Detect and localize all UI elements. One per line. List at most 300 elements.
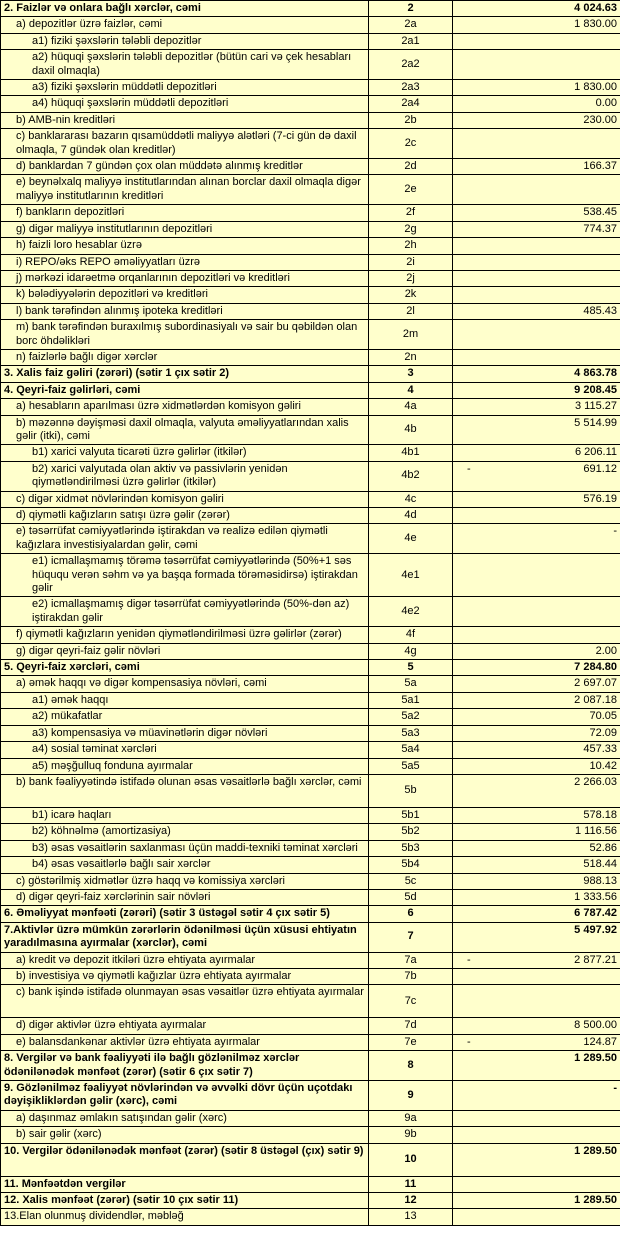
table-row [1, 968, 620, 984]
row-amount: 2.00 [595, 644, 617, 657]
value-line [455, 384, 617, 397]
row-amount: 1 116.56 [574, 825, 617, 838]
row-amount: 4 863.78 [574, 367, 617, 380]
row-code: 2a1 [369, 33, 453, 49]
row-label: 5. Qeyri-faiz xərcləri, cəmi [1, 660, 369, 676]
table-row [1, 985, 620, 1018]
row-value [453, 96, 620, 112]
row-amount: 5 497.92 [574, 923, 617, 936]
row-label: a4) hüquqi şəxslərin müddətli depozitləri [1, 96, 369, 112]
table-row [1, 840, 620, 856]
row-label: d) banklardan 7 gündən çox olan müddətə alınmış kreditlər [1, 159, 369, 175]
table-row [1, 597, 620, 627]
value-line [455, 710, 617, 723]
row-code: 6 [369, 906, 453, 922]
row-label: b) sair gəlir (xərc) [1, 1127, 369, 1143]
table-row [1, 349, 620, 365]
row-amount: 988.13 [583, 874, 617, 887]
row-label: d) digər aktivlər üzrə ehtiyata ayırmalar [1, 1018, 369, 1034]
row-code: 9a [369, 1110, 453, 1126]
row-amount: 774.37 [583, 222, 617, 235]
value-line [455, 645, 617, 658]
value-line [455, 1019, 617, 1032]
row-code: 2f [369, 205, 453, 221]
value-line [455, 305, 617, 318]
row-label: 7.Aktivlər üzrə mümkün zərərlərin ödənilməsi üçün xüsusi ehtiyatın yaradılmasına ayırmalar (xərclər), cəmi [1, 922, 369, 952]
row-code: 4e1 [369, 554, 453, 597]
value-line [455, 81, 617, 94]
value-line [455, 891, 617, 904]
row-amount: 5 514.99 [574, 416, 617, 429]
value-line [455, 825, 617, 838]
table-row [1, 159, 620, 175]
table-row [1, 1034, 620, 1050]
row-amount: 8 500.00 [574, 1019, 617, 1032]
table-row [1, 627, 620, 643]
row-amount: 485.43 [583, 304, 617, 317]
table-row [1, 461, 620, 491]
row-code: 4d [369, 508, 453, 524]
table-row [1, 508, 620, 524]
row-label: a3) kompensasiya və müavinətlərin digər növləri [1, 725, 369, 741]
row-amount: 691.12 [583, 462, 617, 475]
row-code: 3 [369, 366, 453, 382]
value-line [455, 206, 617, 219]
row-code: 7e [369, 1034, 453, 1050]
row-value [453, 1209, 620, 1225]
row-amount: 1 333.56 [574, 890, 617, 903]
row-code: 5b4 [369, 857, 453, 873]
row-label: b4) əsas vəsaitlərlə bağlı sair xərclər [1, 857, 369, 873]
row-label: 8. Vergilər və bank fəaliyyəti ilə bağlı gözlənilməz xərclər ödənilənədək mənfəət (zərər) (sətir 6 çıx sətir 7) [1, 1051, 369, 1081]
row-label: c) bank işində istifadə olunmayan əsas vəsaitlər üzrə ehtiyata ayırmalar [1, 985, 369, 1018]
row-value [453, 1081, 620, 1111]
row-amount: 9 208.45 [574, 383, 617, 396]
value-line [455, 1145, 617, 1158]
row-label: 6. Əməliyyat mənfəəti (zərəri) (sətir 3 üstəgəl sətir 4 çıx sətir 5) [1, 906, 369, 922]
row-code: 7c [369, 985, 453, 1018]
value-line [455, 493, 617, 506]
row-label: a5) məşğulluq fonduna ayırmalar [1, 758, 369, 774]
table-row [1, 238, 620, 254]
value-line [455, 463, 617, 476]
row-label: h) faizli loro hesablar üzrə [1, 238, 369, 254]
row-amount: 2 877.21 [574, 953, 617, 966]
table-row [1, 17, 620, 33]
row-label: n) faizlərlə bağlı digər xərclər [1, 349, 369, 365]
row-value [453, 1193, 620, 1209]
table-row [1, 1176, 620, 1192]
table-row [1, 676, 620, 692]
table-row [1, 660, 620, 676]
row-code: 7a [369, 952, 453, 968]
row-label: d) qiymətli kağızların satışı üzrə gəlir (zərər) [1, 508, 369, 524]
row-value [453, 17, 620, 33]
row-code: 2g [369, 221, 453, 237]
table-row [1, 1051, 620, 1081]
table-row [1, 758, 620, 774]
table-row [1, 175, 620, 205]
row-code: 5a3 [369, 725, 453, 741]
row-label: a3) fiziki şəxslərin müddətli depozitləri [1, 80, 369, 96]
value-line [455, 907, 617, 920]
row-value [453, 807, 620, 823]
negative-sign: - [467, 953, 471, 966]
row-value [453, 366, 620, 382]
table-row [1, 824, 620, 840]
row-label: k) bələdiyyələrin depozitləri və kreditləri [1, 287, 369, 303]
row-value [453, 824, 620, 840]
row-value [453, 627, 620, 643]
table-row [1, 709, 620, 725]
value-line [455, 160, 617, 173]
row-amount: 518.44 [583, 858, 617, 871]
row-code: 10 [369, 1143, 453, 1176]
row-code: 5a1 [369, 692, 453, 708]
row-value [453, 1, 620, 17]
table-row [1, 221, 620, 237]
row-code: 5b [369, 774, 453, 807]
row-amount: 6 206.11 [574, 446, 617, 459]
value-line [455, 858, 617, 871]
row-code: 11 [369, 1176, 453, 1192]
table-row [1, 445, 620, 461]
value-line [455, 2, 617, 15]
row-value [453, 1143, 620, 1176]
row-value [453, 758, 620, 774]
row-code: 2a4 [369, 96, 453, 112]
row-code: 13 [369, 1209, 453, 1225]
table-row [1, 129, 620, 159]
row-value [453, 906, 620, 922]
row-label: a) hesabların aparılması üzrə xidmətlərdən komisyon gəliri [1, 399, 369, 415]
row-code: 7b [369, 968, 453, 984]
row-label: b) investisiya və qiymətli kağızlar üzrə ehtiyata ayırmalar [1, 968, 369, 984]
row-code: 9 [369, 1081, 453, 1111]
row-label: 4. Qeyri-faiz gəlirləri, cəmi [1, 382, 369, 398]
table-row [1, 643, 620, 659]
value-line [455, 743, 617, 756]
table-row [1, 1127, 620, 1143]
row-label: c) digər xidmət növlərindən komisyon gəliri [1, 491, 369, 507]
table-row [1, 382, 620, 398]
row-value [453, 922, 620, 952]
row-code: 4 [369, 382, 453, 398]
value-line [455, 417, 617, 430]
value-line [455, 954, 617, 967]
row-code: 4a [369, 399, 453, 415]
value-line [455, 97, 617, 110]
row-label: a) depozitlər üzrə faizlər, cəmi [1, 17, 369, 33]
value-line [455, 114, 617, 127]
row-label: d) digər qeyri-faiz xərclərinin sair növləri [1, 889, 369, 905]
row-code: 2a [369, 17, 453, 33]
row-label: g) digər qeyri-faiz gəlir növləri [1, 643, 369, 659]
row-amount: 538.45 [583, 206, 617, 219]
row-value [453, 952, 620, 968]
row-value [453, 221, 620, 237]
row-label: a) daşınmaz əmlakın satışından gəlir (xərc) [1, 1110, 369, 1126]
table-row [1, 952, 620, 968]
row-label: 3. Xalis faiz gəliri (zərəri) (sətir 1 çıx sətir 2) [1, 366, 369, 382]
value-line [455, 661, 617, 674]
table-row [1, 1193, 620, 1209]
value-line [455, 842, 617, 855]
table-row [1, 1110, 620, 1126]
row-code: 4g [369, 643, 453, 659]
row-code: 2d [369, 159, 453, 175]
row-code: 2l [369, 303, 453, 319]
row-amount: 1 830.00 [574, 81, 617, 94]
row-value [453, 660, 620, 676]
value-line [455, 1036, 617, 1049]
row-code: 2n [369, 349, 453, 365]
row-value [453, 1018, 620, 1034]
value-line [455, 1082, 617, 1095]
table-row [1, 1081, 620, 1111]
row-amount: 166.37 [583, 160, 617, 173]
row-label: b2) köhnəlmə (amortizasiya) [1, 824, 369, 840]
row-code: 5d [369, 889, 453, 905]
row-label: 9. Gözlənilməz fəaliyyət növlərindən və əvvəlki dövr üçün uçotdakı dəyişikliklərdən gəlir (xərc), cəmi [1, 1081, 369, 1111]
row-label: 13.Elan olunmuş dividendlər, məbləğ [1, 1209, 369, 1225]
row-label: f) qiymətli kağızların yenidən qiymətləndirilməsi üzrə gəlirlər (zərər) [1, 627, 369, 643]
value-line [455, 446, 617, 459]
row-value [453, 303, 620, 319]
row-code: 2h [369, 238, 453, 254]
row-code: 4c [369, 491, 453, 507]
row-value [453, 774, 620, 807]
row-amount: 70.05 [589, 710, 617, 723]
row-amount: 1 289.50 [574, 1194, 617, 1207]
row-code: 2k [369, 287, 453, 303]
row-label: b3) əsas vəsaitlərin saxlanması üçün maddi-texniki təminat xərcləri [1, 840, 369, 856]
table-row [1, 725, 620, 741]
table-row [1, 270, 620, 286]
row-label: b) məzənnə dəyişməsi daxil olmaqla, valyuta əməliyyatlarından xalis gəlir (itki), cəmi [1, 415, 369, 445]
row-code: 8 [369, 1051, 453, 1081]
row-label: f) bankların depozitləri [1, 205, 369, 221]
row-value [453, 1110, 620, 1126]
row-value [453, 287, 620, 303]
row-amount: 2 697.07 [574, 677, 617, 690]
row-amount: 2 087.18 [574, 693, 617, 706]
row-label: e) balansdankənar aktivlər üzrə ehtiyata ayırmalar [1, 1034, 369, 1050]
value-line [455, 1052, 617, 1065]
row-label: a2) hüquqi şəxslərin tələbli depozitlər (bütün cari və çek hesabları daxil olmaqla) [1, 50, 369, 80]
value-line [455, 760, 617, 773]
table-row [1, 906, 620, 922]
row-value [453, 320, 620, 350]
table-row [1, 774, 620, 807]
table-row [1, 415, 620, 445]
row-code: 2b [369, 112, 453, 128]
row-value [453, 50, 620, 80]
row-amount: 4 024.63 [574, 2, 617, 14]
row-amount: - [613, 525, 617, 538]
row-code: 2c [369, 129, 453, 159]
row-code: 5b3 [369, 840, 453, 856]
row-value [453, 1051, 620, 1081]
row-code: 2e [369, 175, 453, 205]
row-label: b1) icarə haqları [1, 807, 369, 823]
table-row [1, 554, 620, 597]
row-code: 4b2 [369, 461, 453, 491]
row-label: c) banklararası bazarın qısamüddətli maliyyə alətləri (7-ci gün də daxil olmaqla, 7 gündək olan kreditlər) [1, 129, 369, 159]
row-value [453, 33, 620, 49]
row-value [453, 112, 620, 128]
row-code: 5a4 [369, 742, 453, 758]
row-value [453, 1034, 620, 1050]
row-code: 5a5 [369, 758, 453, 774]
row-value [453, 873, 620, 889]
row-value [453, 709, 620, 725]
row-code: 2a3 [369, 80, 453, 96]
value-line [455, 525, 617, 538]
value-line [455, 1194, 617, 1207]
row-code: 5b2 [369, 824, 453, 840]
row-value [453, 129, 620, 159]
row-label: 2. Faizlər və onlara bağlı xərclər, cəmi [1, 1, 369, 17]
row-label: e) təsərrüfat cəmiyyətlərində iştirakdan və realizə edilən qiymətli kağızlara investisiyalardan gəlir, cəmi [1, 524, 369, 554]
table-row [1, 303, 620, 319]
row-amount: 10.42 [589, 759, 617, 772]
row-value [453, 597, 620, 627]
row-code: 4b1 [369, 445, 453, 461]
value-line [455, 875, 617, 888]
row-label: j) mərkəzi idarəetmə orqanlarının depozitləri və kreditləri [1, 270, 369, 286]
row-label: 12. Xalis mənfəət (zərər) (sətir 10 çıx sətir 11) [1, 1193, 369, 1209]
row-value [453, 643, 620, 659]
table-row [1, 80, 620, 96]
table-row [1, 33, 620, 49]
table-row [1, 366, 620, 382]
row-amount: - [613, 1082, 617, 1094]
table-row [1, 205, 620, 221]
row-amount: 1 830.00 [574, 18, 617, 31]
row-amount: 72.09 [589, 726, 617, 739]
table-row [1, 889, 620, 905]
row-value [453, 445, 620, 461]
row-amount: 52.86 [589, 841, 617, 854]
row-value [453, 491, 620, 507]
row-value [453, 840, 620, 856]
row-value [453, 968, 620, 984]
value-line [455, 223, 617, 236]
row-value [453, 524, 620, 554]
row-value [453, 725, 620, 741]
table-row [1, 807, 620, 823]
table-row [1, 922, 620, 952]
row-code: 7 [369, 922, 453, 952]
row-value [453, 349, 620, 365]
row-code: 2a2 [369, 50, 453, 80]
row-value [453, 461, 620, 491]
row-code: 12 [369, 1193, 453, 1209]
row-label: l) bank tərəfindən alınmış ipoteka kreditləri [1, 303, 369, 319]
row-value [453, 399, 620, 415]
row-label: e) beynəlxalq maliyyə institutlarından alınan borclar daxil olmaqla digər maliyyə institutlarının kreditləri [1, 175, 369, 205]
table-row [1, 1209, 620, 1225]
row-value [453, 508, 620, 524]
negative-sign: - [467, 1035, 471, 1048]
row-amount: 1 289.50 [574, 1052, 617, 1065]
row-value [453, 175, 620, 205]
row-label: a1) fiziki şəxslərin tələbli depozitlər [1, 33, 369, 49]
row-value [453, 80, 620, 96]
table-row [1, 96, 620, 112]
table-row [1, 873, 620, 889]
value-line [455, 18, 617, 31]
row-code: 2 [369, 1, 453, 17]
value-line [455, 367, 617, 380]
table-row [1, 112, 620, 128]
row-label: 10. Vergilər ödənilənədək mənfəət (zərər) (sətir 8 üstəgəl (çıx) sətir 9) [1, 1143, 369, 1176]
row-value [453, 985, 620, 1018]
table-row [1, 50, 620, 80]
row-code: 9b [369, 1127, 453, 1143]
value-line [455, 809, 617, 822]
row-label: a1) əmək haqqı [1, 692, 369, 708]
table-row [1, 1, 620, 17]
row-value [453, 889, 620, 905]
value-line [455, 727, 617, 740]
row-amount: 576.19 [583, 492, 617, 505]
row-value [453, 254, 620, 270]
row-label: a2) mükafatlar [1, 709, 369, 725]
row-label: 11. Mənfəətdən vergilər [1, 1176, 369, 1192]
row-value [453, 415, 620, 445]
row-amount: 7 284.80 [574, 661, 617, 674]
row-amount: 6 787.42 [574, 907, 617, 920]
row-value [453, 270, 620, 286]
row-amount: 1 289.50 [574, 1144, 617, 1157]
table-row [1, 399, 620, 415]
row-value [453, 676, 620, 692]
row-label: a) əmək haqqı və digər kompensasiya növləri, cəmi [1, 676, 369, 692]
row-label: i) REPO/əks REPO əməliyyatları üzrə [1, 254, 369, 270]
table-row [1, 742, 620, 758]
row-label: e1) icmallaşmamış törəmə təsərrüfat cəmiyyətlərində (50%+1 səs hüququ verən səhm və ya başqa formada törəməsidirsə) iştirakdan gəlir [1, 554, 369, 597]
row-value [453, 554, 620, 597]
table-row [1, 254, 620, 270]
row-code: 5a2 [369, 709, 453, 725]
table-row [1, 1018, 620, 1034]
row-value [453, 742, 620, 758]
row-value [453, 692, 620, 708]
row-label: b) AMB-nin kreditləri [1, 112, 369, 128]
negative-sign: - [467, 462, 471, 475]
row-label: g) digər maliyyə institutlarının depozitləri [1, 221, 369, 237]
row-code: 7d [369, 1018, 453, 1034]
row-code: 2i [369, 254, 453, 270]
row-label: b) bank fəaliyyətində istifadə olunan əsas vəsaitlərlə bağlı xərclər, cəmi [1, 774, 369, 807]
row-label: b1) xarici valyuta ticarəti üzrə gəlirlər (itkilər) [1, 445, 369, 461]
row-value [453, 1127, 620, 1143]
table-row [1, 1143, 620, 1176]
row-value [453, 159, 620, 175]
row-code: 2m [369, 320, 453, 350]
row-code: 4b [369, 415, 453, 445]
value-line [455, 694, 617, 707]
row-label: a4) sosial təminat xərcləri [1, 742, 369, 758]
row-label: b2) xarici valyutada olan aktiv və passivlərin yenidən qiymətləndirilməsi üzrə gəlirlər (itkilər) [1, 461, 369, 491]
row-code: 5 [369, 660, 453, 676]
row-value [453, 857, 620, 873]
row-label: c) göstərilmiş xidmətlər üzrə haqq və komissiya xərcləri [1, 873, 369, 889]
row-code: 5b1 [369, 807, 453, 823]
row-code: 4f [369, 627, 453, 643]
